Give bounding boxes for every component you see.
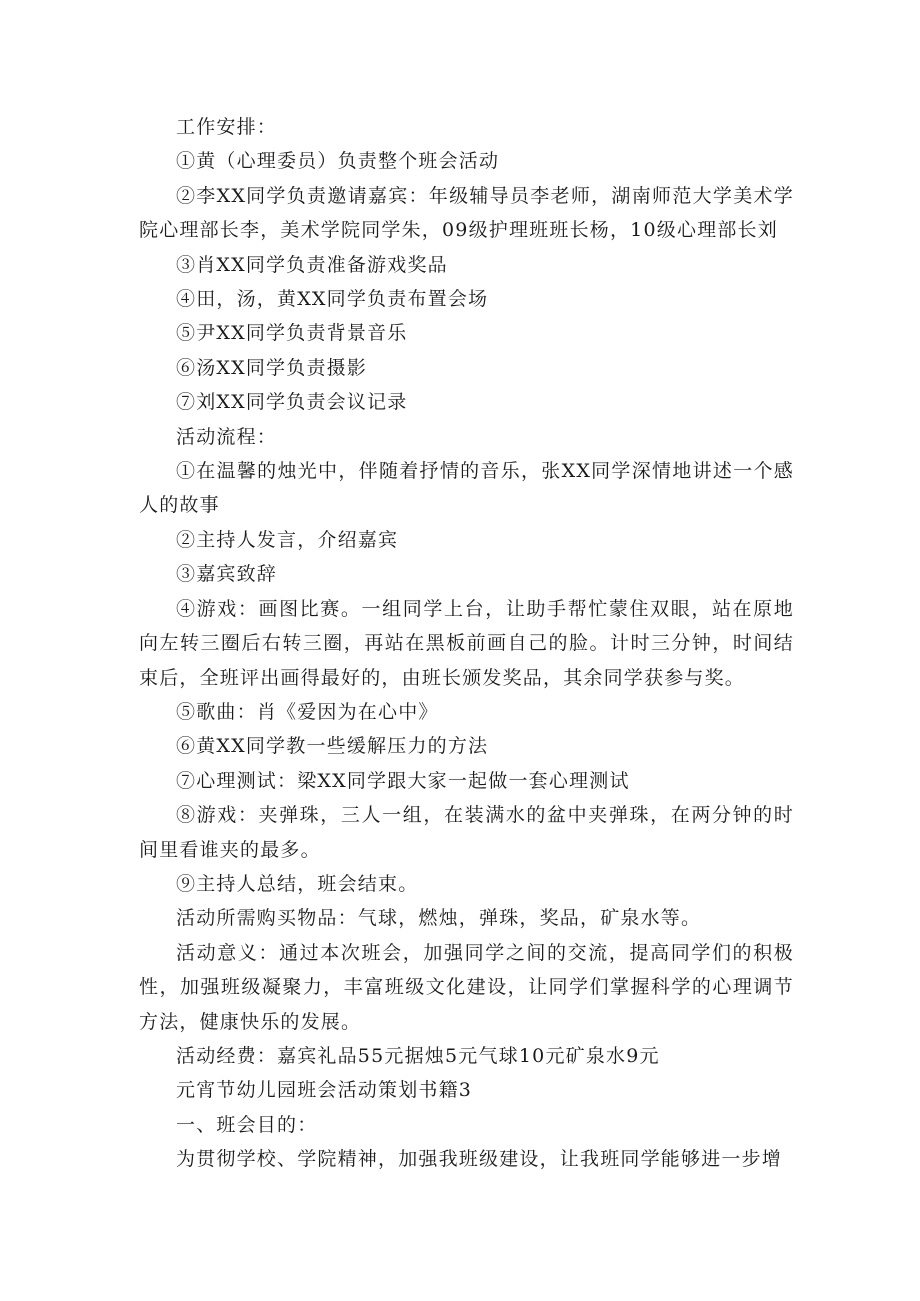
section-heading-work-arrangement: 工作安排：: [176, 116, 278, 138]
supplies-paragraph: 活动所需购买物品：气球，燃烛，弹珠，奖品，矿泉水等。: [176, 907, 702, 930]
body-paragraph: 为贯彻学校、学院精神，加强我班级建设，让我班同学能够进一步增: [176, 1148, 783, 1171]
task-item: ⑤尹XX同学负责背景音乐: [176, 322, 408, 345]
flow-item: ③嘉宾致辞: [176, 563, 278, 586]
budget-paragraph: 活动经费：嘉宾礼品55元据烛5元气球10元矿泉水9元: [176, 1044, 660, 1067]
task-item: ③肖XX同学负责准备游戏奖品: [176, 253, 448, 276]
flow-item: ④游戏：画图比赛。一组同学上台，让助手帮忙蒙住双眼，站在原地向左转三圈后右转三圈，再站在黑板前画自己的脸。计时三分钟，时间结束后，全班评出画得最好的，由班长颁发奖品，其余同学获参与奖。: [139, 597, 794, 689]
task-item: ④田，汤，黄XX同学负责布置会场: [176, 288, 489, 311]
flow-item: ①在温馨的烛光中，伴随着抒情的音乐，张XX同学深情地讲述一个感人的故事: [139, 460, 794, 517]
flow-item: ⑨主持人总结，班会结束。: [176, 872, 419, 895]
document-body: [139, 110, 794, 1177]
significance-paragraph: 活动意义：通过本次班会，加强同学之间的交流，提高同学们的积极性，加强班级凝聚力，丰富班级文化建设，让同学们掌握科学的心理调节方法，健康快乐的发展。: [139, 941, 794, 1033]
flow-item: ⑤歌曲：肖《爱因为在心中》: [176, 700, 439, 723]
document-title-line: 元宵节幼儿园班会活动策划书籍3: [176, 1079, 473, 1102]
flow-item: ②主持人发言，介绍嘉宾: [176, 528, 399, 551]
task-item: ⑥汤XX同学负责摄影: [176, 356, 368, 379]
task-item: ①黄（心理委员）负责整个班会活动: [176, 150, 500, 173]
flow-item: ⑥黄XX同学教一些缓解压力的方法: [176, 735, 489, 758]
task-item: ②李XX同学负责邀请嘉宾：年级辅导员李老师，湖南师范大学美术学院心理部长李，美术学院同学朱，09级护理班班长杨，10级心理部长刘: [139, 184, 794, 242]
flow-item: ⑧游戏：夹弹珠，三人一组，在装满水的盆中夹弹珠，在两分钟的时间里看谁夹的最多。: [139, 804, 794, 861]
flow-item: ⑦心理测试：梁XX同学跟大家一起做一套心理测试: [176, 769, 630, 792]
task-item: ⑦刘XX同学负责会议记录: [176, 391, 408, 414]
section-heading-purpose: 一、班会目的：: [176, 1113, 318, 1136]
section-heading-activity-flow: 活动流程：: [176, 425, 278, 448]
